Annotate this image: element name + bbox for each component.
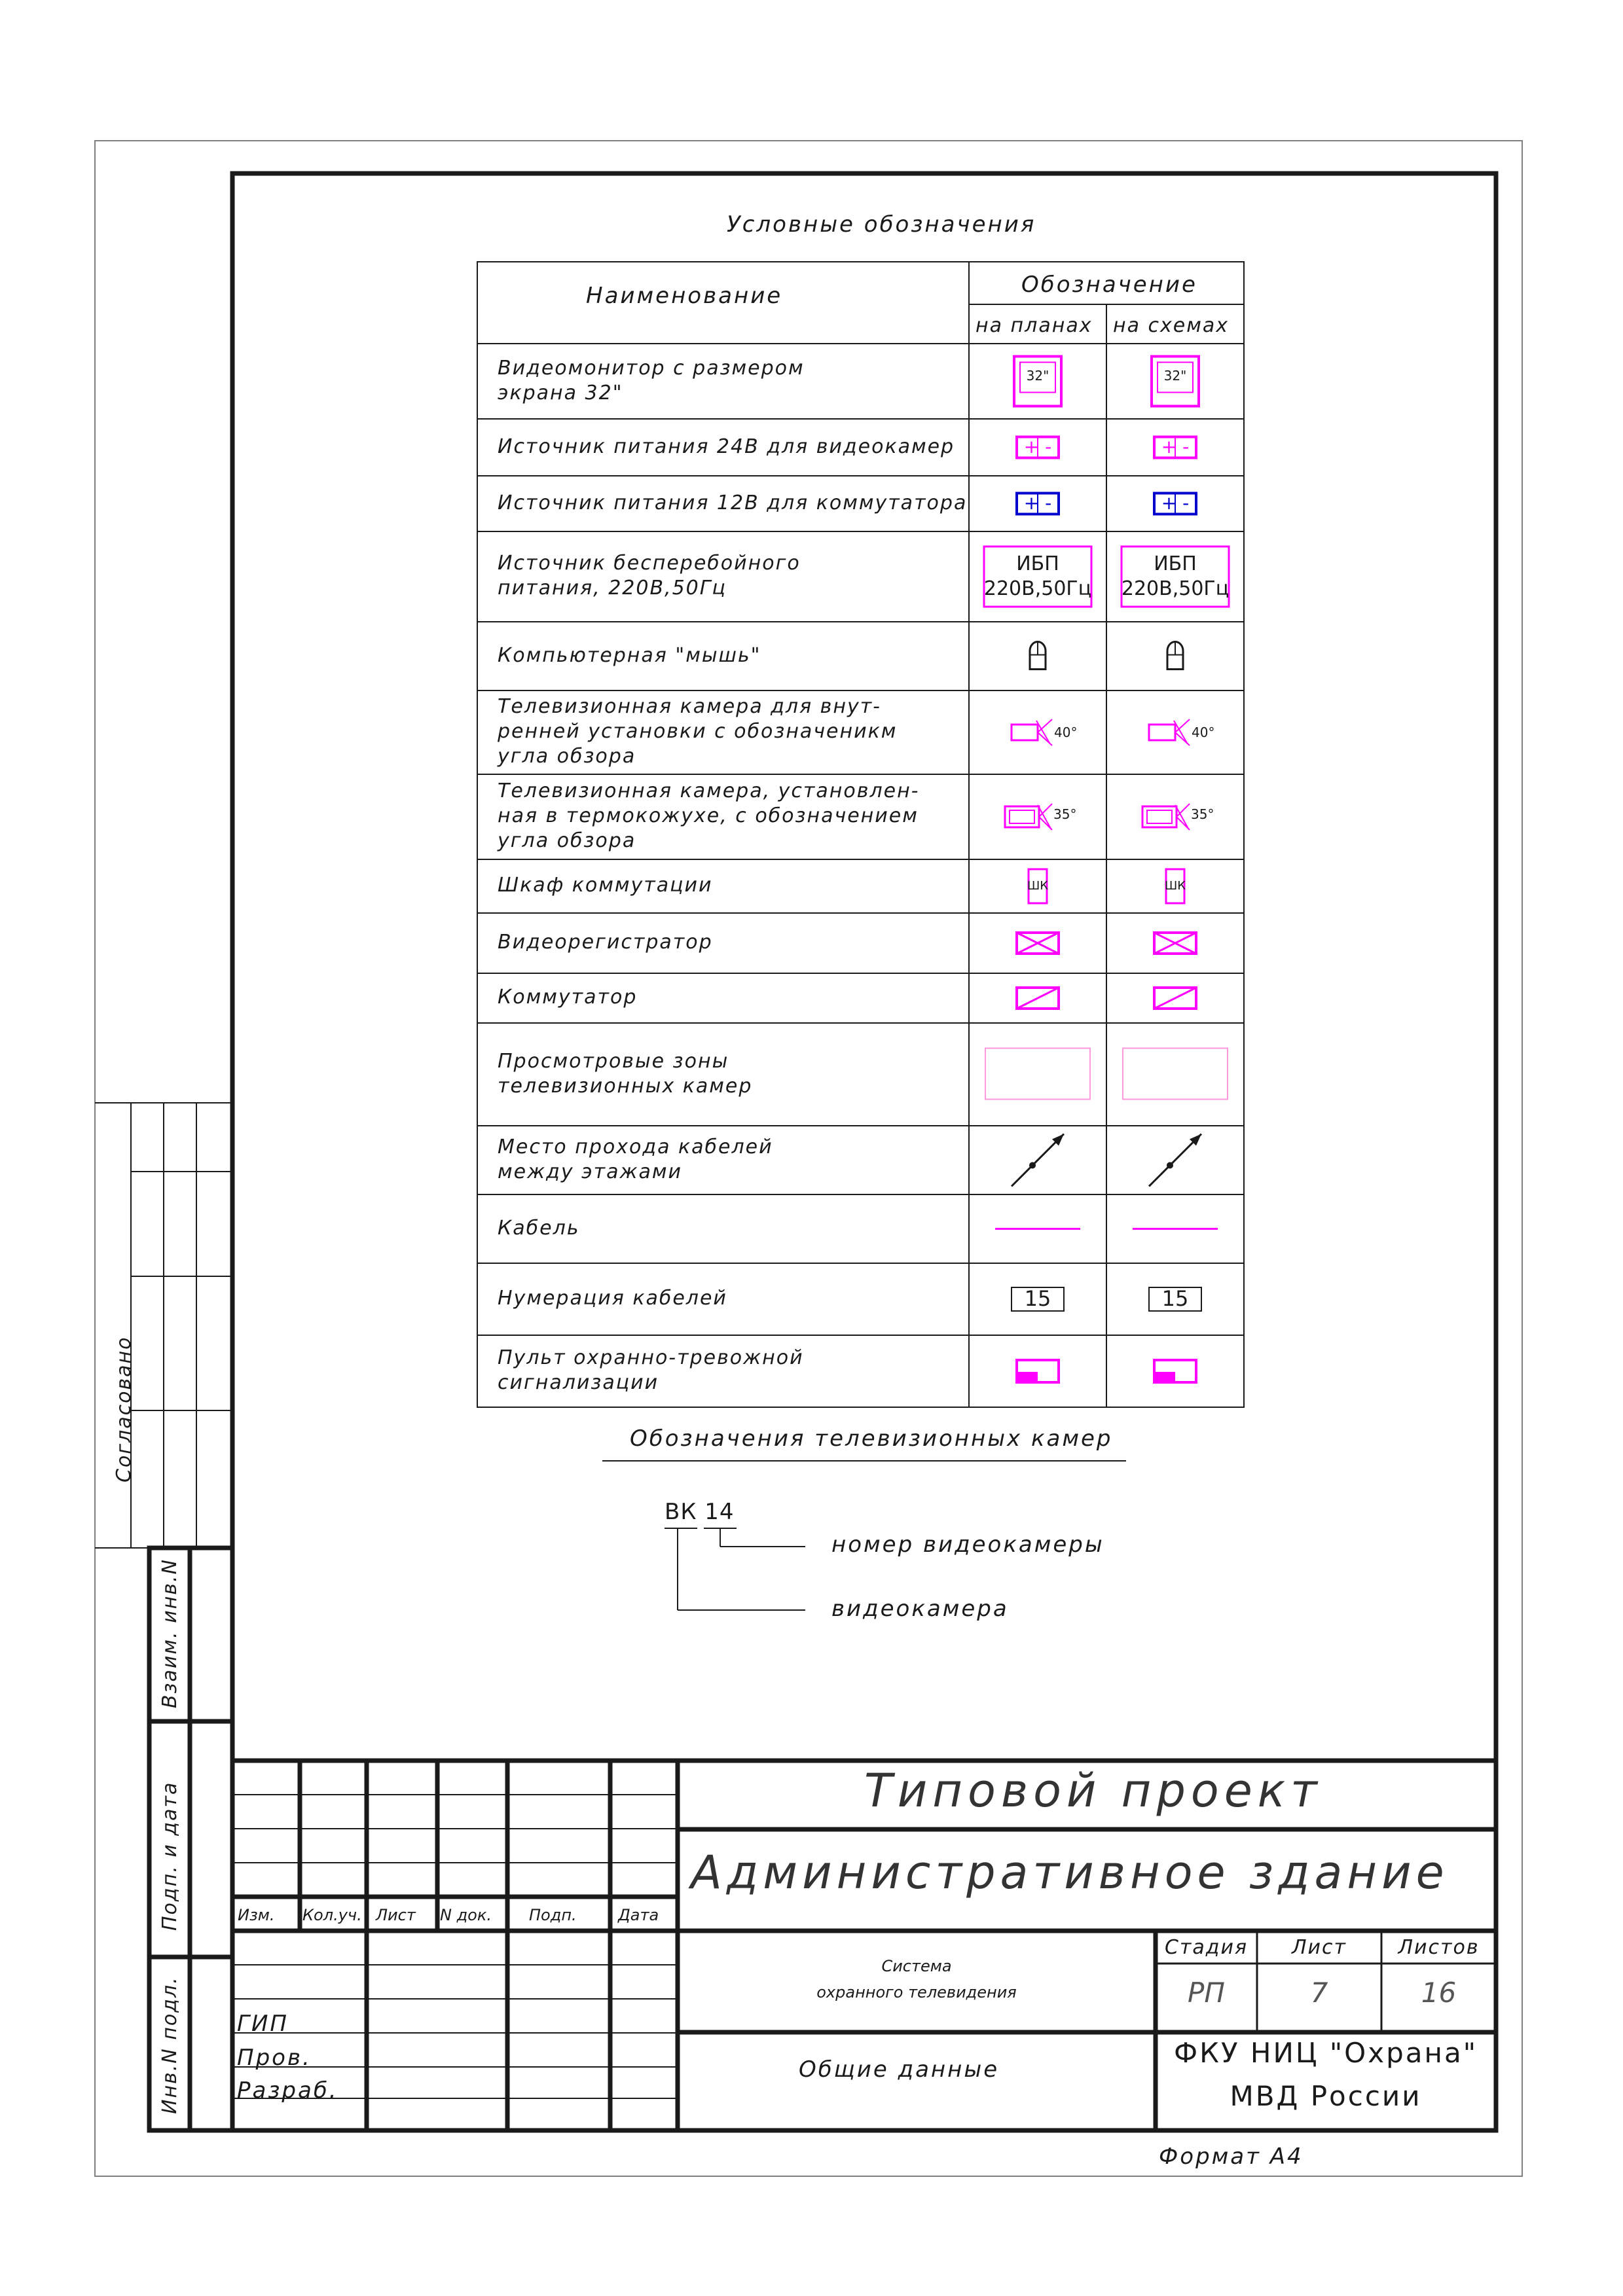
header-on-plans: на планах bbox=[976, 314, 1093, 337]
camera-housing-angle-schemes bbox=[1176, 804, 1190, 830]
camera-housing-angle-label-plans: 35° bbox=[1053, 806, 1077, 822]
camera-housing-body-schemes bbox=[1147, 810, 1172, 823]
camera-housing-body-plans bbox=[1010, 810, 1034, 823]
power-supply-label-schemes: + - bbox=[1161, 492, 1190, 514]
camera-body-schemes bbox=[1149, 725, 1175, 740]
recorder-cross-schemes bbox=[1154, 933, 1196, 954]
camera-number-label: номер видеокамеры bbox=[831, 1532, 1104, 1558]
cable-number-label-plans: 15 bbox=[1024, 1286, 1051, 1312]
header-on-schemes: на схемах bbox=[1113, 314, 1230, 337]
power-supply-label-plans: + - bbox=[1023, 492, 1052, 514]
camera-angle-label-schemes: 40° bbox=[1192, 724, 1215, 740]
power-supply-label-schemes: + - bbox=[1161, 436, 1190, 458]
legend-row-10-name-line-1: Коммутатор bbox=[498, 986, 638, 1009]
role-gip: ГИП bbox=[237, 2011, 289, 2037]
legend-row-11-name-line-1: Просмотровые зоны bbox=[498, 1049, 729, 1073]
recorder-cross-plans bbox=[1017, 933, 1059, 954]
stage-label: Стадия bbox=[1164, 1936, 1249, 1959]
org-line2: МВД России bbox=[1230, 2080, 1422, 2112]
header-name: Наименование bbox=[586, 283, 783, 309]
legend-row-8-name-line-1: Шкаф коммутации bbox=[498, 874, 713, 897]
camera-housing-angle-label-schemes: 35° bbox=[1191, 806, 1214, 822]
legend-row-7-name-line-1: Телевизионная камера, установлен- bbox=[498, 780, 920, 802]
alarm-panel-fill-schemes bbox=[1156, 1372, 1175, 1381]
side-inv-orig: Инв.N подл. bbox=[158, 1976, 181, 2114]
legend-row-3-name-line-1: Источник питания 12В для коммутатора bbox=[498, 491, 968, 514]
legend-row-5-name-line-1: Компьютерная "мышь" bbox=[498, 643, 761, 667]
switch-diagonal-plans bbox=[1017, 988, 1059, 1009]
legend-row-15-name-line-1: Пульт охранно-тревожной bbox=[498, 1346, 804, 1369]
legend-row-7-name-line-3: угла обзора bbox=[498, 829, 636, 852]
legend-row-14-name-line-1: Нумерация кабелей bbox=[498, 1287, 727, 1310]
role-razrab: Разраб. bbox=[237, 2077, 338, 2104]
camera-view-angle-plans bbox=[1038, 719, 1052, 745]
system-line2: охранного телевидения bbox=[816, 1983, 1017, 2001]
cable-number-label-schemes: 15 bbox=[1161, 1286, 1189, 1312]
sheet-value: 7 bbox=[1310, 1977, 1328, 2009]
col-izm: Изм. bbox=[238, 1906, 275, 1924]
legend-row-9-name-line-1: Видеорегистратор bbox=[498, 931, 713, 954]
legend-row-4-name-line-2: питания, 220В,50Гц bbox=[498, 577, 727, 600]
doc-title: Общие данные bbox=[799, 2056, 1000, 2083]
cable-pass-dot-plans bbox=[1029, 1162, 1036, 1169]
legend-row-11-name-line-2: телевизионных камер bbox=[498, 1074, 753, 1098]
legend-title: Условные обозначения bbox=[727, 211, 1036, 238]
legend-row-12-name-line-2: между этажами bbox=[498, 1160, 683, 1183]
cabinet-label-schemes: ШК bbox=[1164, 878, 1186, 893]
legend-row-1-name-line-2: экрана 32" bbox=[498, 381, 623, 404]
legend-row-12-name-line-1: Место прохода кабелей bbox=[498, 1135, 773, 1158]
col-list: Лист bbox=[376, 1906, 416, 1924]
header-designation: Обозначение bbox=[1021, 272, 1197, 298]
camera-view-angle-schemes bbox=[1175, 719, 1190, 745]
camera-body-plans bbox=[1012, 725, 1038, 740]
camera-designation-title: Обозначения телевизионных камер bbox=[630, 1426, 1113, 1452]
legend-row-6-name-line-2: ренней установки с обозначеникм bbox=[498, 720, 898, 743]
sheets-value: 16 bbox=[1421, 1977, 1457, 2009]
col-podp: Подп. bbox=[529, 1906, 577, 1924]
col-ndoc: N док. bbox=[440, 1906, 492, 1924]
monitor-label-plans: 32" bbox=[1026, 368, 1049, 384]
cabinet-label-plans: ШК bbox=[1027, 878, 1049, 893]
monitor-label-schemes: 32" bbox=[1163, 368, 1187, 384]
switch-diagonal-schemes bbox=[1154, 988, 1196, 1009]
sheet-label: Лист bbox=[1291, 1936, 1347, 1959]
legend-row-6-name-line-1: Телевизионная камера для внут- bbox=[498, 695, 881, 718]
view-zone-icon-plans bbox=[985, 1049, 1090, 1100]
cable-pass-dot-schemes bbox=[1167, 1162, 1173, 1169]
sheets-label: Листов bbox=[1398, 1936, 1480, 1959]
ups-label-schemes: ИБП bbox=[1154, 552, 1197, 576]
ups-label2-schemes: 220В,50Гц bbox=[1121, 577, 1230, 601]
camera-angle-label-plans: 40° bbox=[1054, 724, 1078, 740]
legend-row-13-name-line-1: Кабель bbox=[498, 1216, 580, 1240]
alarm-panel-fill-plans bbox=[1018, 1372, 1038, 1381]
camera-code: ВК 14 bbox=[665, 1499, 735, 1525]
legend-row-6-name-line-3: угла обзора bbox=[498, 745, 636, 768]
legend-row-4-name-line-1: Источник бесперебойного bbox=[498, 552, 801, 575]
legend-row-7-name-line-2: ная в термокожухе, с обозначением bbox=[498, 804, 919, 827]
side-inv-replace: Взаим. инв.N bbox=[158, 1558, 181, 1708]
col-kol: Кол.уч. bbox=[302, 1906, 362, 1924]
ups-label2-plans: 220В,50Гц bbox=[983, 577, 1092, 601]
side-sign-date: Подп. и дата bbox=[158, 1781, 181, 1931]
legend-row-15-name-line-2: сигнализации bbox=[498, 1371, 659, 1394]
main-frame bbox=[232, 173, 1496, 2130]
side-agreed: Согласовано bbox=[113, 1336, 136, 1482]
view-zone-icon-schemes bbox=[1123, 1049, 1228, 1100]
camera-housing-angle-plans bbox=[1039, 804, 1052, 830]
stage-value: РП bbox=[1188, 1977, 1225, 2009]
ups-label-plans: ИБП bbox=[1016, 552, 1059, 576]
building-name: Административное здание bbox=[691, 1846, 1449, 1899]
camera-label: видеокамера bbox=[831, 1596, 1009, 1622]
project-type: Типовой проект bbox=[864, 1764, 1322, 1818]
power-supply-label-plans: + - bbox=[1023, 436, 1052, 458]
legend-row-2-name-line-1: Источник питания 24В для видеокамер bbox=[498, 435, 955, 458]
col-data: Дата bbox=[618, 1906, 659, 1924]
role-prov: Пров. bbox=[237, 2045, 312, 2071]
legend-row-1-name-line-1: Видеомонитор с размером bbox=[498, 356, 805, 380]
format-label: Формат А4 bbox=[1159, 2144, 1304, 2170]
system-line1: Система bbox=[881, 1957, 952, 1975]
org-line1: ФКУ НИЦ "Охрана" bbox=[1173, 2037, 1478, 2069]
